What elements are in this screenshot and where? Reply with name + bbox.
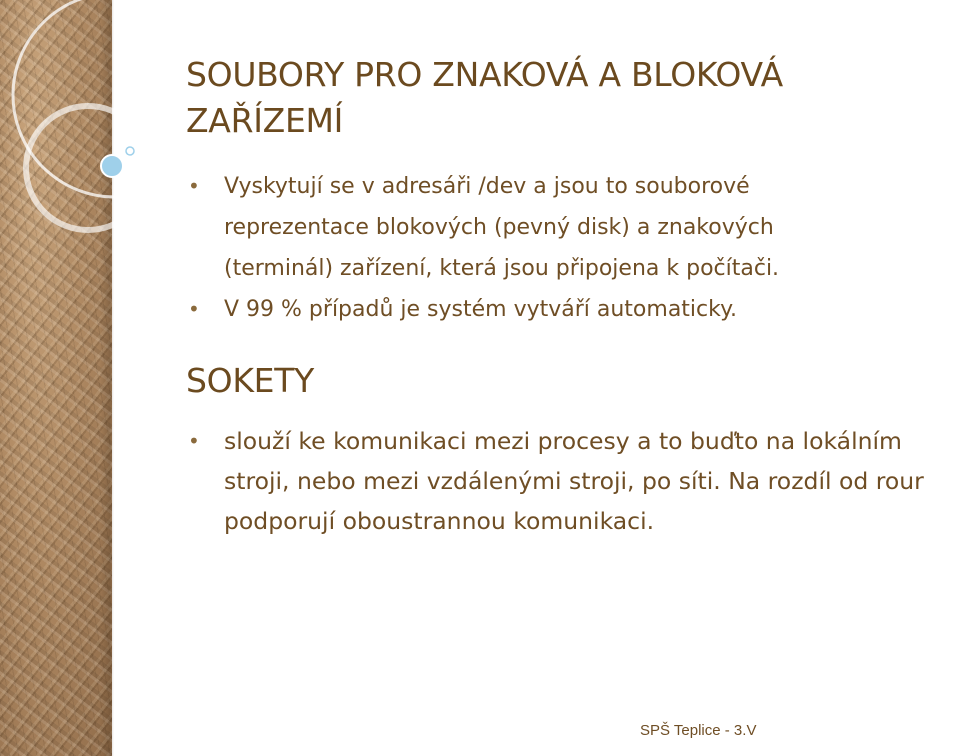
list-item bbox=[186, 421, 956, 541]
blue-dot bbox=[101, 155, 123, 177]
bullet-text: V 99 % případů je systém vytváří automaticky. bbox=[224, 297, 737, 322]
small-ring-dot bbox=[126, 147, 134, 155]
list-item bbox=[186, 289, 886, 330]
bullet-list-sockets bbox=[186, 421, 956, 541]
bullet-list-files bbox=[186, 166, 886, 330]
slide-footer: SPŠ Teplice - 3.V bbox=[640, 722, 757, 739]
bullet-icon: • bbox=[188, 174, 200, 198]
section-heading-sokety: SOKETY bbox=[186, 361, 314, 400]
bullet-text: Vyskytují se v adresáři /dev a jsou to souborové reprezentace blokových (pevný disk) a znakových (terminál) zařízení, která jsou připojena k počítači. bbox=[224, 174, 780, 281]
slide-title: SOUBORY PRO ZNAKOVÁ A BLOKOVÁ ZAŘÍZEMÍ bbox=[186, 55, 783, 140]
bullet-text: slouží ke komunikaci mezi procesy a to buďto na lokálním stroji, nebo mezi vzdálenými stroji, po síti. Na rozdíl od rour podporují oboustrannou komunikaci. bbox=[224, 427, 924, 535]
bullet-icon: • bbox=[188, 297, 200, 321]
bullet-icon: • bbox=[188, 429, 200, 453]
list-item bbox=[186, 166, 886, 289]
